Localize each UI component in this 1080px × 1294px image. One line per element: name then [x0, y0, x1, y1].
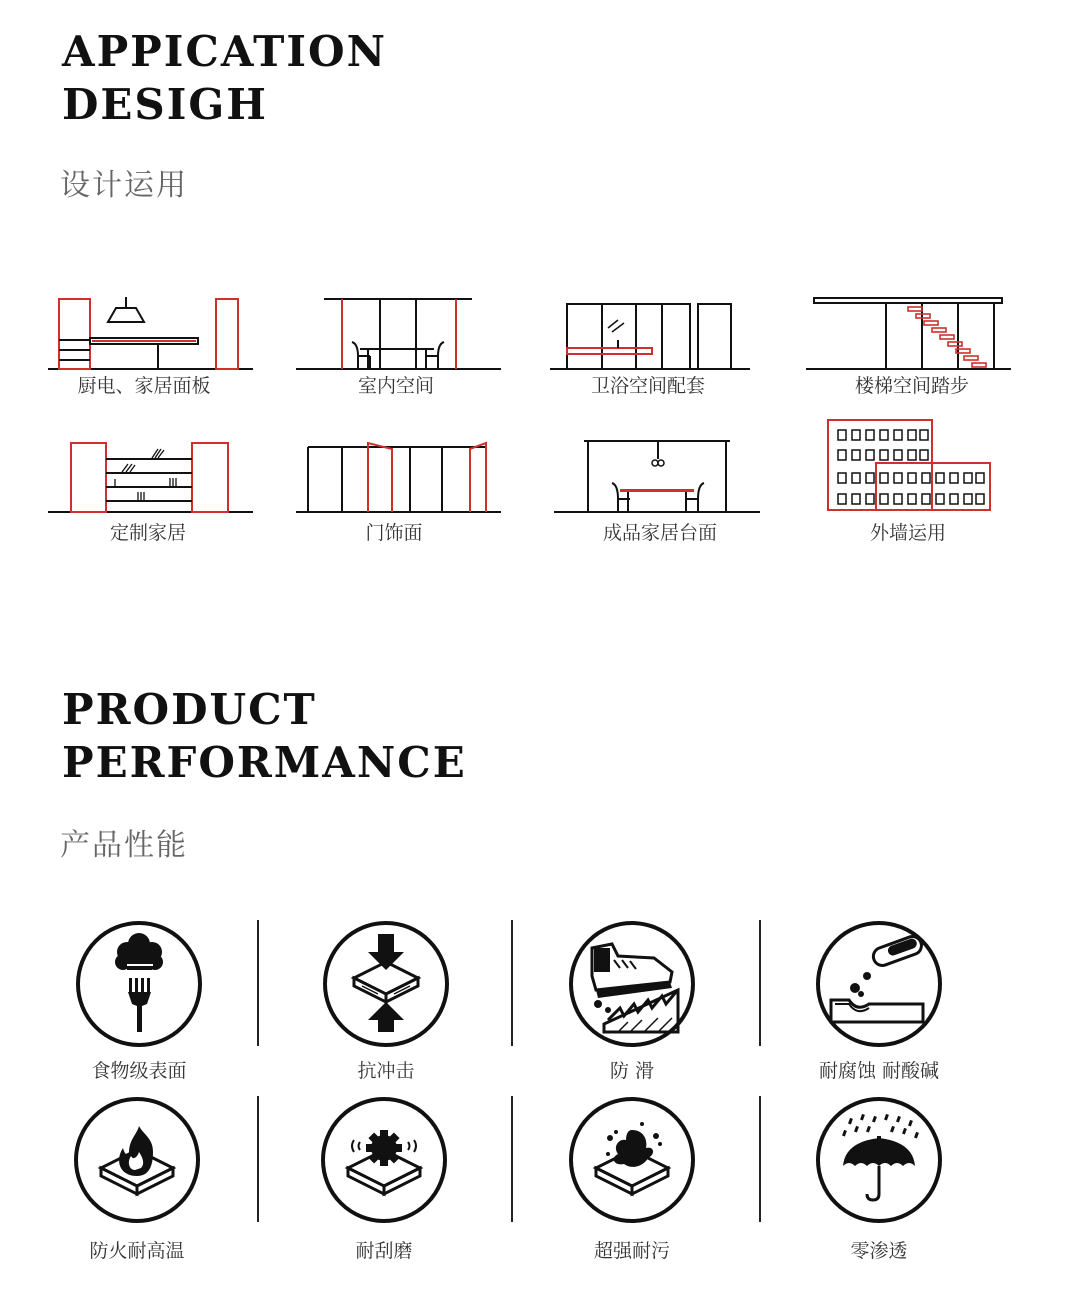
app-item-stairs	[806, 290, 1026, 400]
perf-item-impact	[286, 920, 486, 1082]
scratch-resistant-icon	[320, 1096, 448, 1224]
perf-item-label: 抗冲击	[357, 1060, 415, 1082]
perf-item-anti-slip	[532, 920, 732, 1082]
perf-item-fire	[37, 1096, 237, 1262]
application-heading-line1: APPICATION	[62, 27, 387, 76]
interior-space-icon	[296, 290, 516, 374]
finished-countertop-icon	[550, 433, 770, 517]
exterior-wall-icon	[806, 410, 1026, 514]
app-item-bathroom	[550, 290, 770, 400]
application-heading-line2: DESIGH	[62, 80, 268, 129]
stain-resistant-icon	[568, 1096, 696, 1224]
fire-resistant-icon	[73, 1096, 201, 1224]
divider	[257, 1096, 259, 1222]
corrosion-resistant-icon	[815, 920, 943, 1048]
perf-item-label: 食物级表面	[91, 1060, 187, 1082]
perf-item-corrosion	[779, 920, 979, 1082]
application-heading	[62, 25, 387, 131]
food-grade-icon	[75, 920, 203, 1048]
app-item-label: 门饰面	[365, 522, 423, 544]
divider	[511, 920, 513, 1046]
app-item-label: 卫浴空间配套	[590, 375, 705, 397]
performance-heading-line1: PRODUCT	[62, 685, 317, 734]
perf-item-stain	[532, 1096, 732, 1262]
impact-resistant-icon	[322, 920, 450, 1048]
door-facing-icon	[296, 433, 516, 517]
zero-penetration-icon	[815, 1096, 943, 1224]
app-item-countertop	[550, 433, 770, 543]
perf-item-label: 超强耐污	[593, 1240, 670, 1262]
performance-subheading: 产品性能	[60, 828, 188, 863]
bathroom-space-icon	[550, 290, 770, 374]
app-item-interior	[296, 290, 516, 400]
app-item-label: 定制家居	[109, 522, 186, 544]
perf-item-food-grade	[39, 920, 239, 1082]
divider	[759, 920, 761, 1046]
perf-item-label: 防 滑	[609, 1060, 655, 1082]
perf-item-label: 防火耐高温	[89, 1240, 185, 1262]
app-item-label: 室内空间	[357, 375, 434, 397]
app-item-kitchen	[48, 290, 268, 400]
application-subheading: 设计运用	[60, 168, 188, 203]
app-item-label: 成品家居台面	[602, 522, 717, 544]
app-item-label: 楼梯空间踏步	[854, 375, 969, 397]
performance-heading	[62, 683, 467, 789]
app-item-label: 外墙运用	[869, 522, 946, 544]
divider	[511, 1096, 513, 1222]
performance-heading-line2: PERFORMANCE	[62, 738, 467, 787]
perf-item-scratch	[284, 1096, 484, 1262]
stair-steps-icon	[806, 290, 1026, 374]
app-item-custom-furniture	[48, 433, 268, 543]
divider	[257, 920, 259, 1046]
perf-item-label: 零渗透	[850, 1240, 908, 1262]
app-item-label: 厨电、家居面板	[77, 375, 211, 397]
kitchen-panel-icon	[48, 290, 268, 374]
divider	[759, 1096, 761, 1222]
custom-furniture-icon	[48, 433, 268, 517]
app-item-exterior-wall	[806, 410, 1026, 544]
perf-item-label: 耐腐蚀 耐酸碱	[818, 1060, 940, 1082]
app-item-door	[296, 433, 516, 543]
perf-item-label: 耐刮磨	[355, 1240, 413, 1262]
anti-slip-icon	[568, 920, 696, 1048]
perf-item-zero-penetration	[779, 1096, 979, 1262]
